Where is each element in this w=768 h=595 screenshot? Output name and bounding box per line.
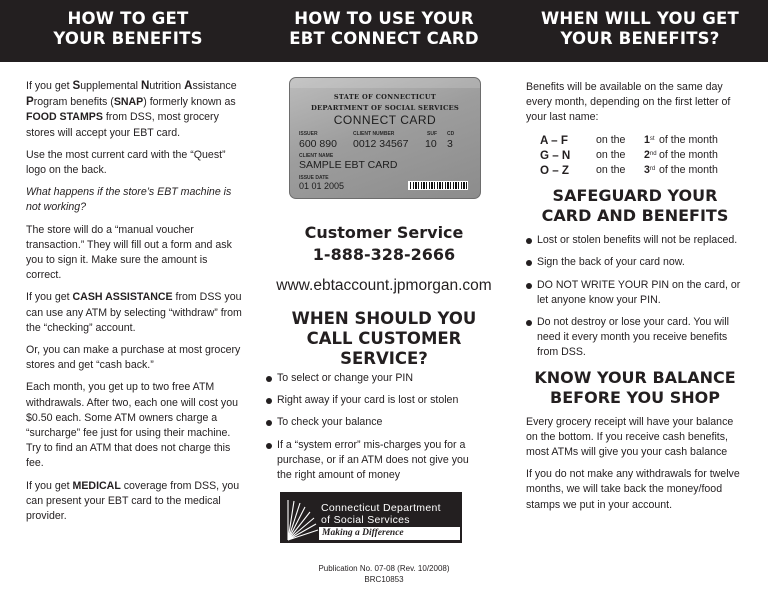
machine-question: What happens if the store’s EBT machine is not working? (26, 186, 232, 214)
cash-back-paragraph: Or, you can make a purchase at most grocery stores and get “cash back.” (26, 344, 241, 372)
list-item: To check your balance (266, 415, 474, 430)
day-number: 2nd (644, 148, 657, 161)
client-number-label: CLIENT NUMBER (353, 131, 395, 137)
availability-paragraph: Benefits will be available on the same day every month, depending on the first letter of your last name: (526, 81, 731, 124)
card-title: CONNECT CARD (333, 113, 437, 127)
schedule-row (540, 133, 744, 148)
list-item: Lost or stolen benefits will not be replaced. (526, 233, 744, 248)
card-state: STATE OF CONNECTICUT (333, 93, 437, 101)
cd-value: 3 (447, 138, 453, 150)
cd-label: CD (447, 131, 455, 137)
manual-voucher-paragraph: The store will do a “manual voucher transaction.” They will fill out a form and ask you to sign it. Make sure the amount is correct. (26, 223, 232, 282)
client-name-label: CLIENT NAME (299, 153, 334, 159)
heading-how-to-use-card (256, 9, 512, 49)
logo-tagline: Making a Difference (319, 527, 460, 540)
column-when-get (526, 80, 744, 520)
list-item: To select or change your PIN (266, 371, 474, 386)
sunburst-icon (280, 492, 320, 543)
heading-line: YOUR BENEFITS (53, 29, 203, 48)
snap-paragraph: If you get Supplemental Nutrition Assistance Program benefits (SNAP) formerly known as FOOD STAMPS from DSS, most grocery stores will accept your EBT card. (26, 79, 237, 139)
letter-range: O – Z (540, 163, 569, 177)
issue-date-label: ISSUE DATE (299, 175, 329, 181)
heading-line: SERVICE? (340, 349, 428, 368)
heading-line: BEFORE YOU SHOP (550, 387, 720, 407)
issue-date-value: 01 01 2005 (299, 181, 345, 191)
list-item: Right away if your card is lost or stolen (266, 393, 474, 408)
day-number: 3rd (644, 163, 656, 176)
dss-logo (280, 492, 462, 543)
letter-range: A – F (540, 133, 568, 147)
of-the-month: of the month (659, 163, 718, 176)
on-the: on the (596, 163, 626, 176)
client-name-value: SAMPLE EBT CARD (299, 159, 398, 171)
ebt-card-image (289, 77, 481, 199)
card-department: DEPARTMENT OF SOCIAL SERVICES (310, 104, 460, 112)
heading-line: HOW TO GET (67, 9, 189, 28)
heading-when-get-benefits (512, 9, 768, 49)
day-number: 1st (644, 133, 655, 146)
letter-range: G – N (540, 148, 571, 162)
heading-line: KNOW YOUR BALANCE (534, 367, 736, 387)
logo-line-1: Connecticut Department (321, 502, 441, 514)
medical-paragraph: If you get MEDICAL coverage from DSS, you can present your EBT card to the medical provider. (26, 479, 240, 523)
heading-line: YOUR BENEFITS? (560, 29, 720, 48)
list-item: Sign the back of your card now. (526, 255, 744, 270)
schedule-row (540, 163, 744, 178)
heading-line: EBT CONNECT CARD (289, 29, 479, 48)
heading-line: CARD AND BENEFITS (541, 206, 729, 226)
schedule-row (540, 148, 744, 163)
when-call-heading (256, 309, 512, 369)
heading-how-to-get-benefits (0, 9, 256, 49)
safeguard-heading (526, 186, 744, 226)
list-item: Do not destroy or lose your card. You will need it every month you receive benefits from DSS. (526, 315, 744, 361)
heading-line: CALL CUSTOMER (306, 329, 462, 348)
cash-assistance-paragraph: If you get CASH ASSISTANCE from DSS you can use any ATM by selecting “withdraw” from the “checking” account. (26, 291, 242, 334)
heading-line: WHEN SHOULD YOU (291, 309, 477, 328)
on-the: on the (596, 148, 626, 161)
of-the-month: of the month (659, 148, 718, 161)
schedule-table (540, 133, 744, 179)
atm-fees-paragraph: Each month, you get up to two free ATM withdrawals. After two, each one will cost you $0.50 each. Some ATM owners charge a “surcharge” fee just for using their machine. Try to find an ATM that does not charge this fee. (26, 381, 238, 470)
safeguard-list (526, 233, 744, 360)
receipt-balance-paragraph: Every grocery receipt will have your balance on the bottom. If you receive cash benefits, most ATMs will give you your cash balance (526, 415, 734, 458)
customer-service-website: www.ebtaccount.jpmorgan.com (276, 277, 492, 294)
current-card-paragraph: Use the most current card with the “Quest” logo on the back. (26, 148, 226, 177)
barcode-icon (408, 181, 468, 190)
card-stripe (290, 78, 480, 88)
heading-line: HOW TO USE YOUR (294, 9, 474, 28)
of-the-month: of the month (659, 133, 718, 146)
publication-code: BRC10853 (364, 574, 404, 584)
suf-value: 10 (425, 138, 437, 150)
column-how-to-get (26, 78, 244, 531)
suf-label: SUF (427, 131, 437, 137)
list-item: DO NOT WRITE YOUR PIN on the card, or let anyone know your PIN. (526, 278, 744, 308)
customer-service-phone: 1-888-328-2666 (312, 245, 456, 264)
inactivity-paragraph: If you do not make any withdrawals for twelve months, we will take back the money/food stamps we put in your account. (526, 468, 740, 511)
publication-number: Publication No. 07-08 (Rev. 10/2008) (318, 564, 450, 573)
issuer-value: 600 890 (299, 138, 337, 150)
heading-line: SAFEGUARD YOUR (552, 186, 718, 206)
heading-line: WHEN WILL YOU GET (541, 9, 739, 28)
logo-line-2: of Social Services (321, 514, 410, 526)
issuer-label: ISSUER (299, 131, 318, 137)
balance-heading (526, 368, 744, 408)
customer-service-title: Customer Service (304, 223, 464, 242)
client-number-value: 0012 34567 (353, 138, 409, 150)
list-item: If a “system error” mis-charges you for a purchase, or if an ATM does not give you the right amount of money (266, 438, 474, 484)
on-the: on the (596, 133, 626, 146)
when-call-list (266, 371, 474, 490)
publication-info (256, 564, 512, 585)
